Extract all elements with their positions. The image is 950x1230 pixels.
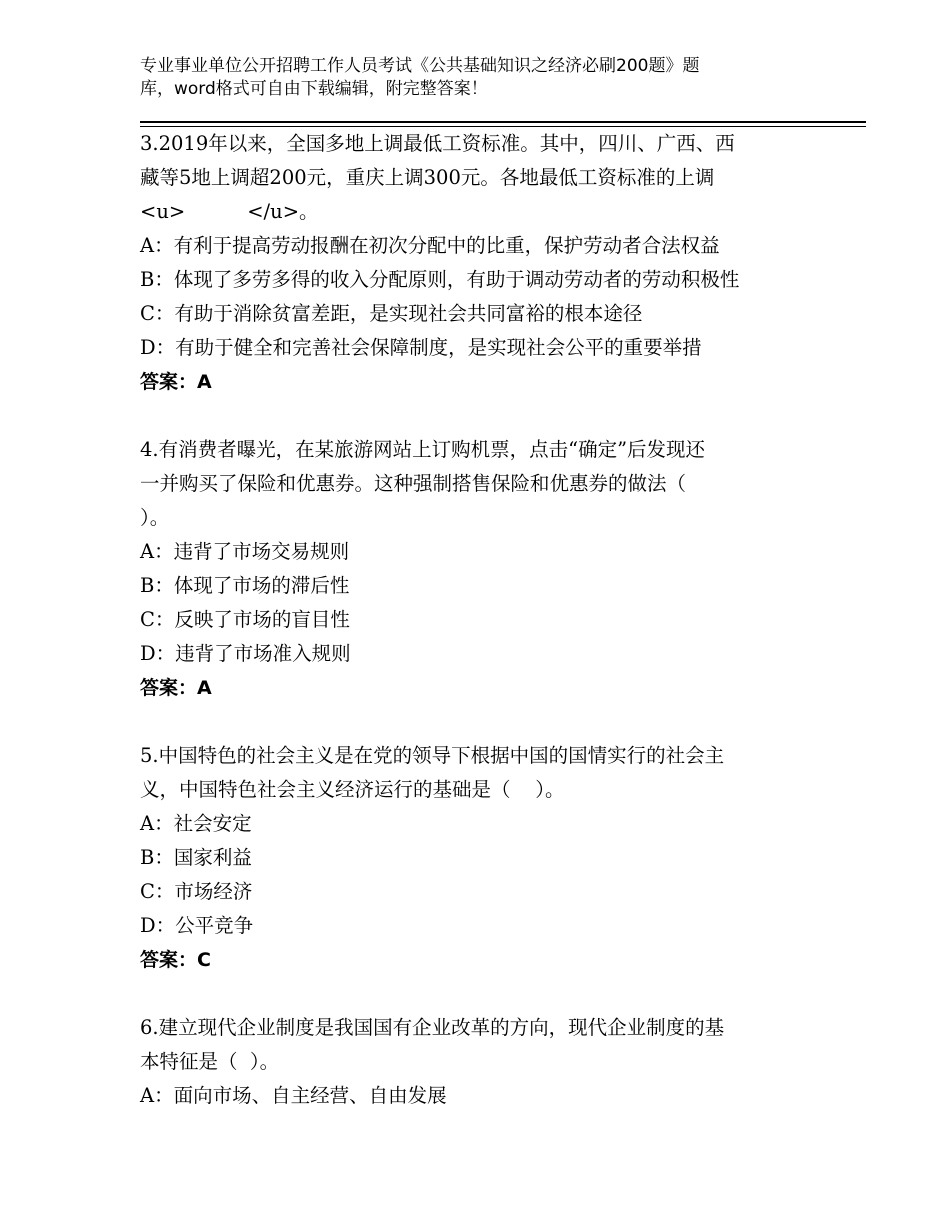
answer-label: 答案：A xyxy=(140,371,212,393)
stem-line: 藏等5地上调超200元，重庆上调300元。各地最低工资标准的上调 xyxy=(140,166,715,189)
stem-line: 4.有消费者曝光，在某旅游网站上订购机票，点击“确定”后发现还 xyxy=(140,438,706,461)
option-b: B：体现了多劳多得的收入分配原则，有助于调动劳动者的劳动积极性 xyxy=(140,268,740,291)
option-d: D：有助于健全和完善社会保障制度，是实现社会公平的重要举措 xyxy=(140,336,702,359)
stem-line: 6.建立现代企业制度是我国国有企业改革的方向，现代企业制度的基 xyxy=(140,1016,725,1039)
question-stem xyxy=(140,433,810,535)
option-a: A：违背了市场交易规则 xyxy=(140,540,350,563)
option-a: A：社会安定 xyxy=(140,812,252,835)
question-5 xyxy=(140,739,810,977)
stem-line: 5.中国特色的社会主义是在党的领导下根据中国的国情实行的社会主 xyxy=(140,744,725,767)
stem-line: ）。 xyxy=(140,506,170,529)
question-6 xyxy=(140,1011,810,1113)
question-4 xyxy=(140,433,810,705)
question-list xyxy=(140,127,810,1113)
question-stem xyxy=(140,1011,810,1079)
stem-line: <u> </u>。 xyxy=(140,200,319,223)
option-a: A：有利于提高劳动报酬在初次分配中的比重，保护劳动者合法权益 xyxy=(140,234,720,257)
option-c: C：有助于消除贫富差距，是实现社会共同富裕的根本途径 xyxy=(140,302,643,325)
question-3 xyxy=(140,127,810,399)
option-b: B：国家利益 xyxy=(140,846,252,869)
stem-line: 义，中国特色社会主义经济运行的基础是（ ）。 xyxy=(140,778,565,801)
stem-line: 3.2019年以来，全国多地上调最低工资标准。其中，四川、广西、西 xyxy=(140,132,735,155)
stem-line: 一并购买了保险和优惠券。这种强制搭售保险和优惠券的做法（ xyxy=(140,472,687,495)
header-line-2: 库，word格式可自由下载编辑，附完整答案！ xyxy=(140,79,488,99)
document-header xyxy=(140,55,780,101)
question-stem xyxy=(140,739,810,807)
answer-label: 答案：C xyxy=(140,949,211,971)
question-stem xyxy=(140,127,810,229)
stem-line: 本特征是（ ）。 xyxy=(140,1050,280,1073)
option-b: B：体现了市场的滞后性 xyxy=(140,574,350,597)
option-c: C：反映了市场的盲目性 xyxy=(140,608,350,631)
header-divider-thick xyxy=(140,121,866,123)
option-d: D：公平竞争 xyxy=(140,914,254,937)
answer-label: 答案：A xyxy=(140,677,212,699)
option-d: D：违背了市场准入规则 xyxy=(140,642,351,665)
header-line-1: 专业事业单位公开招聘工作人员考试《公共基础知识之经济必刷200题》题 xyxy=(140,56,700,76)
option-c: C：市场经济 xyxy=(140,880,253,903)
option-a: A：面向市场、自主经营、自由发展 xyxy=(140,1084,447,1107)
